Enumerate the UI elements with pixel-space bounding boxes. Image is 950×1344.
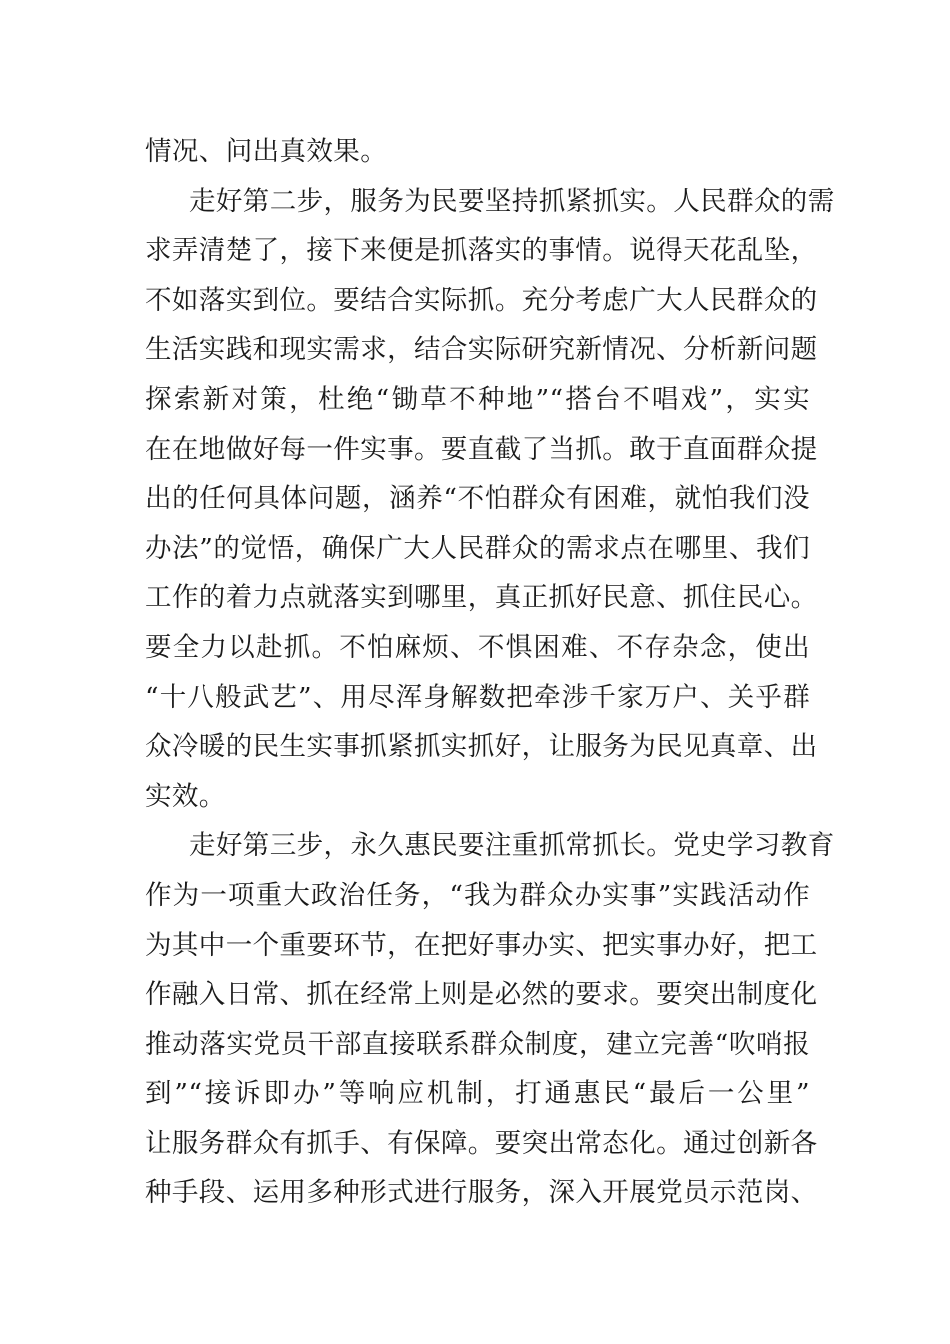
- text-line: 实效。: [145, 780, 226, 812]
- text-line: 作为一项重大政治任务，“我为群众办实事”实践活动作: [145, 879, 810, 911]
- text-line: 推动落实党员干部直接联系群众制度，建立完善“吹哨报: [145, 1028, 810, 1060]
- text-line: 在在地做好每一件实事。要直截了当抓。敢于直面群众提: [145, 433, 818, 465]
- text-line: “十八般武艺”、用尽浑身解数把牵涉千家万户、关乎群: [145, 681, 810, 713]
- text-line: 工作的着力点就落实到哪里，真正抓好民意、抓住民心。: [145, 582, 818, 614]
- text-line: 不如落实到位。要结合实际抓。充分考虑广大人民群众的: [145, 284, 818, 316]
- text-line: 种手段、运用多种形式进行服务，深入开展党员示范岗、: [145, 1177, 818, 1209]
- text-line: 出的任何具体问题，涵养“不怕群众有困难，就怕我们没: [145, 483, 810, 515]
- text-line: 生活实践和现实需求，结合实际研究新情况、分析新问题: [145, 334, 818, 366]
- text-line: 探索新对策，杜绝“锄草不种地”“搭台不唱戏”，实实: [145, 383, 810, 415]
- text-line: 办法”的觉悟，确保广大人民群众的需求点在哪里、我们: [145, 532, 810, 564]
- text-line: 作融入日常、抓在经常上则是必然的要求。要突出制度化: [145, 979, 818, 1011]
- text-line: 让服务群众有抓手、有保障。要突出常态化。通过创新各: [145, 1127, 818, 1159]
- text-line: 情况、问出真效果。: [145, 136, 388, 167]
- text-line: 到”“接诉即办”等响应机制，打通惠民“最后一公里”: [145, 1078, 810, 1110]
- text-line: 走好第二步，服务为民要坚持抓紧抓实。人民群众的需: [189, 185, 835, 217]
- text-line: 求弄清楚了，接下来便是抓落实的事情。说得天花乱坠，: [145, 235, 818, 267]
- text-line: 走好第三步，永久惠民要注重抓常抓长。党史学习教育: [189, 830, 835, 862]
- text-line: 要全力以赴抓。不怕麻烦、不惧困难、不存杂念，使出: [145, 631, 810, 663]
- body-text: [145, 127, 835, 1218]
- text-line: 众冷暖的民生实事抓紧抓实抓好，让服务为民见真章、出: [145, 731, 818, 763]
- text-line: 为其中一个重要环节，在把好事办实、把实事办好，把工: [145, 929, 818, 961]
